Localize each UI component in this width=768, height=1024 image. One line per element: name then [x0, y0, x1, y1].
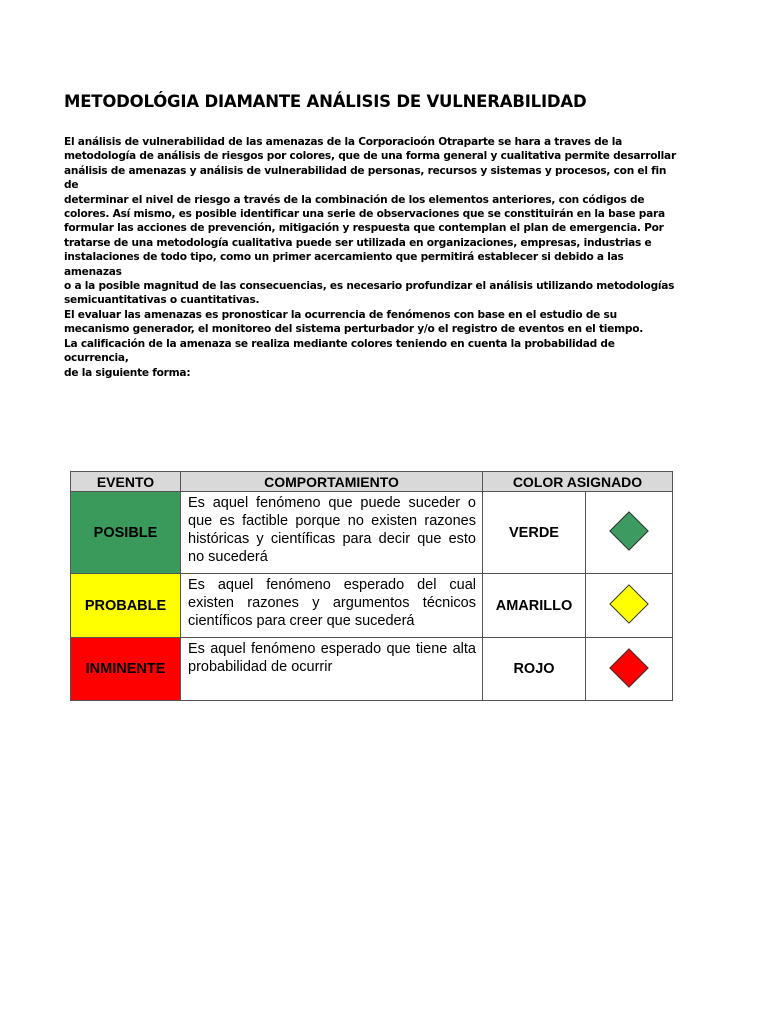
header-evento: EVENTO [71, 472, 181, 492]
event-cell: INMINENTE [71, 638, 181, 701]
color-name-cell: VERDE [483, 492, 586, 574]
paragraph-rating: La calificación de la amenaza se realiza mediante colores teniendo en cuenta la probabilidad de ocurrencia, de la siguiente forma: [64, 337, 615, 379]
color-name-cell: ROJO [483, 638, 586, 701]
header-comportamiento: COMPORTAMIENTO [181, 472, 483, 492]
event-cell: PROBABLE [71, 574, 181, 638]
table-header-row [71, 472, 673, 492]
event-cell: POSIBLE [71, 492, 181, 574]
paragraph-intro: El análisis de vulnerabilidad de las amenazas de la Corporacioón Otraparte se hara a traves de la metodología de análisis de riesgos por colores, que de una forma general y cualitativa permite desarrollar análisis de amenazas y análisis de vulnerabilidad de personas, recursos y sistemas y procesos, con el fin de determinar el nivel de riesgo a través de la combinación de los elementos anteriores, con códigos de colores. Así mismo, es posible identificar una serie de observaciones que se constituirán en la base para formular las acciones de prevención, mitigación y respuesta que contemplan el plan de emergencia. Por tratarse de una metodología cualitativa puede ser utilizada en organizaciones, empresas, industrias e instalaciones de todo tipo, como un primer acercamiento que permitirá establecer si debido a las amenazas o a la posible magnitud de las consecuencias, es necesario profundizar el análisis utilizando metodologías semicuantitativas o cuantitativas. [64, 136, 676, 307]
behavior-cell: Es aquel fenómeno que puede suceder o que es factible porque no existen razones históricas y científicas para decir que esto no sucederá [181, 492, 483, 574]
table-row-probable [71, 574, 673, 638]
color-name-cell: AMARILLO [483, 574, 586, 638]
green-diamond-icon [609, 511, 649, 551]
paragraph-evaluation: El evaluar las amenazas es pronosticar la ocurrencia de fenómenos con base en el estudio de su mecanismo generador, el monitoreo del sistema perturbador y/o el registro de eventos en el tiempo. [64, 308, 644, 336]
yellow-diamond-icon [609, 584, 649, 624]
behavior-cell: Es aquel fenómeno esperado del cual existen razones y argumentos técnicos científicos para creer que sucederá [181, 574, 483, 638]
body-text [64, 135, 676, 380]
page-title: METODOLÓGIA DIAMANTE ANÁLISIS DE VULNERABILIDAD [64, 92, 587, 111]
red-diamond-icon [609, 648, 649, 688]
color-swatch-cell [586, 492, 673, 574]
color-swatch-cell [586, 638, 673, 701]
table-row-inminente [71, 638, 673, 701]
behavior-cell: Es aquel fenómeno esperado que tiene alta probabilidad de ocurrir [181, 638, 483, 701]
risk-table [70, 471, 673, 701]
color-swatch-cell [586, 574, 673, 638]
header-color-asignado: COLOR ASIGNADO [483, 472, 673, 492]
table-row-posible [71, 492, 673, 574]
